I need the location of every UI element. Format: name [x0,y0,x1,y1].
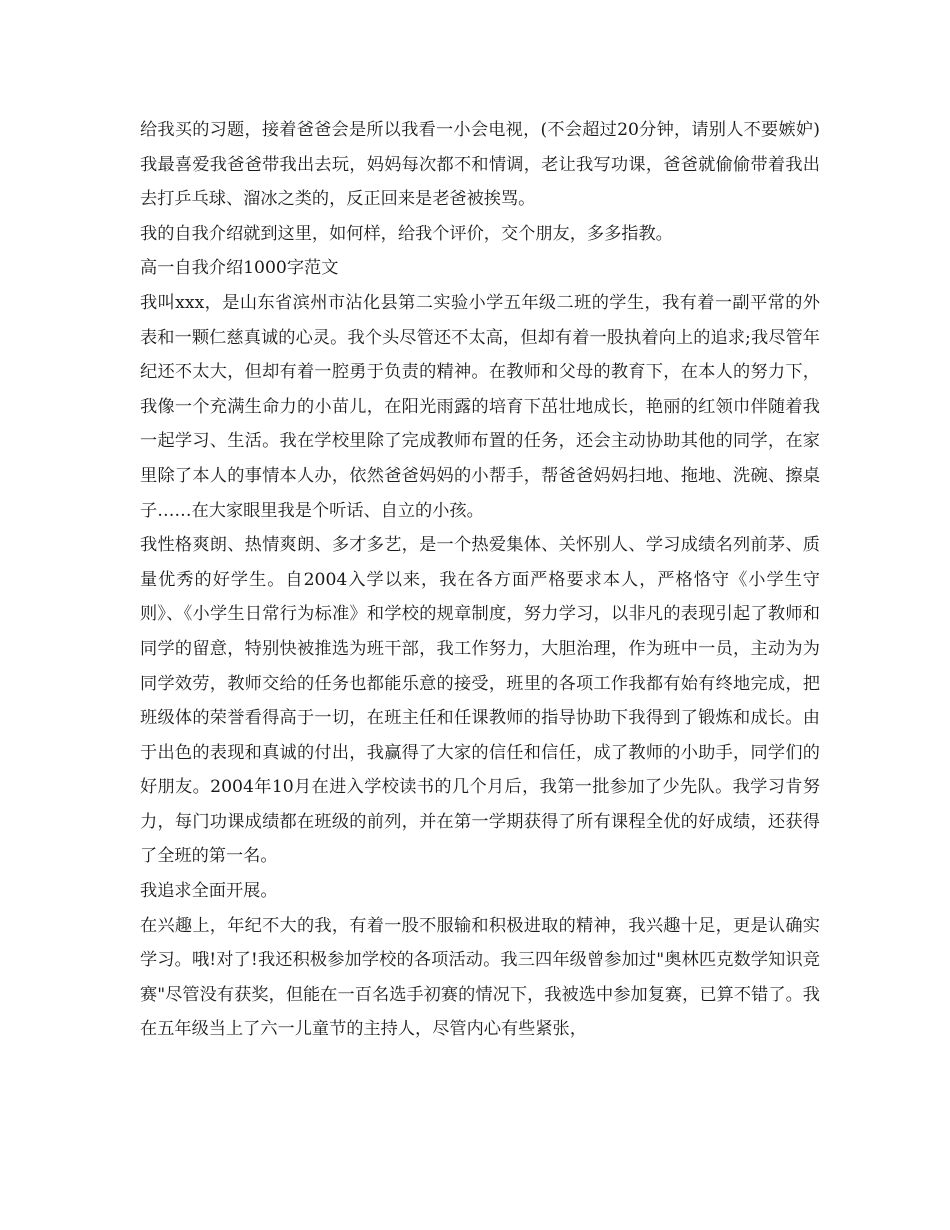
paragraph-interests: 在兴趣上，年纪不大的我，有着一股不服输和积极进取的精神，我兴趣十足，更是认确实学习。哦!对了!我还积极参加学校的各项活动。我三四年级曾参加过"奥林匹克数学知识竞赛"尽管没有获奖，但能在一百名选手初赛的情况下，我被选中参加复赛，已算不错了。我在五年级当上了六一儿童节的主持人，尽管内心有些紧张， [140,915,820,1040]
paragraph-introduction: 我叫xxx，是山东省滨州市沾化县第二实验小学五年级二班的学生，我有着一副平常的外表和一颗仁慈真诚的心灵。我个头尽管还不太高，但却有着一股执着向上的追求;我尽管年纪还不太大，但却有着一腔勇于负责的精神。在教师和父母的教育下，在本人的努力下，我像一个充满生命力的小苗儿，在阳光雨露的培育下茁壮地成长，艳丽的红领巾伴随着我一起学习、生活。我在学校里除了完成教师布置的任务，还会主动协助其他的同学，在家里除了本人的事情本人办，依然爸爸妈妈的小帮手，帮爸爸妈妈扫地、拖地、洗碗、擦桌子……在大家眼里我是个听话、自立的小孩。 [140,292,820,521]
paragraph-homework-and-play: 给我买的习题，接着爸爸会是所以我看一小会电视，(不会超过20分钟，请别人不要嫉妒)我最喜爱我爸爸带我出去玩，妈妈每次都不和情调，老让我写功课，爸爸就偷偷带着我出去打乒乓球、溜冰之类的，反正回来是老爸被挨骂。 [140,120,820,210]
paragraph-closing-remark: 我的自我介绍就到这里，如何样，给我个评价，交个朋友，多多指教。 [140,223,673,244]
section-heading: 高一自我介绍1000字范文 [140,258,339,279]
paragraph-all-round-development: 我追求全面开展。 [140,881,278,902]
document-body [140,113,820,1047]
paragraph-personality: 我性格爽朗、热情爽朗、多才多艺，是一个热爱集体、关怀别人、学习成绩名列前茅、质量优秀的好学生。自2004入学以来，我在各方面严格要求本人，严格恪守《小学生守则》、《小学生日常行为标准》和学校的规章制度，努力学习，以非凡的表现引起了教师和同学的留意，特别快被推选为班干部，我工作努力，大胆治理，作为班中一员，主动为为同学效劳，教师交给的任务也都能乐意的接受，班里的各项工作我都有始有终地完成，把班级体的荣誉看得高于一切，在班主任和任课教师的指导协助下我得到了锻炼和成长。由于出色的表现和真诚的付出，我赢得了大家的信任和信任，成了教师的小助手，同学们的好朋友。2004年10月在进入学校读书的几个月后，我第一批参加了少先队。我学习肯努力，每门功课成绩都在班级的前列，并在第一学期获得了所有课程全优的好成绩，还获得了全班的第一名。 [140,535,820,867]
